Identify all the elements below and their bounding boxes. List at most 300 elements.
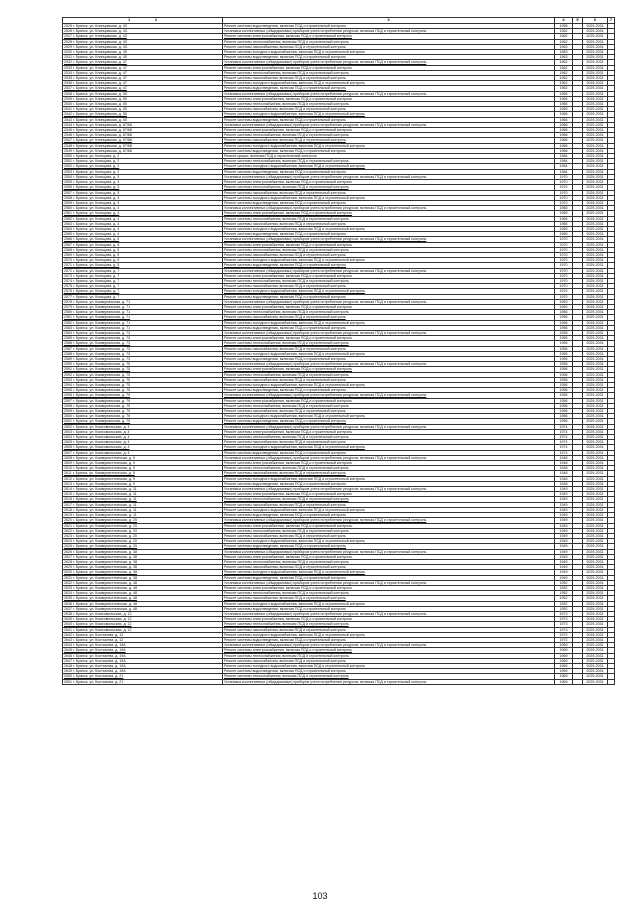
table-body [63,18,615,685]
row-address: г. Брянск, ул. Коммунистическая, д. 38 [73,570,137,575]
row-year: 1958 [555,24,573,29]
row-period: 2029-2031 [583,154,608,159]
row-address: г. Брянск, ул. Кольцова, д. 7 [73,289,120,294]
row-work-type: Ремонт системы газоснабжения, включая ПСД и строительный контроль [223,252,555,257]
row-number: 2646 [64,653,72,658]
row-work-type: Ремонт системы водоотведения, включая ПСД и строительный контроль [223,513,555,518]
row-number: 2555 [64,180,72,185]
row-work-type: Ремонт системы теплоснабжения, включая ПСД и строительный контроль [223,653,555,658]
row-year: 1965 [555,96,573,101]
row-period: 2029-2031 [583,591,608,596]
row-address: г. Брянск, ул. Коммунистическая, д. 9 [73,476,135,481]
row-year: 1962 [555,81,573,86]
row-number: 2639 [64,617,72,622]
row-work-type: Ремонт системы электроснабжения, включая ПСД и строительный контроль [223,211,555,216]
row-year: 1973 [555,622,573,627]
row-number: 2634 [64,591,72,596]
row-work-type: Ремонт системы холодного водоснабжения, включая ПСД и строительный контроль [223,164,555,169]
row-period: 2029-2031 [583,518,608,523]
row-period: 2029-2031 [583,159,608,164]
row-address: г. Брянск, ул. Коммунальная, д. 75 [73,383,131,388]
row-address: г. Брянск, ул. Костычева, д. 21 [73,674,124,679]
row-number: 2649 [64,669,72,674]
row-period: 2029-2031 [583,143,608,148]
row-year: 1969 [555,674,573,679]
row-period: 2029-2031 [583,216,608,221]
row-period: 2029-2031 [583,648,608,653]
row-year: 1955 [555,357,573,362]
row-number: 2557 [64,190,72,195]
row-work-type: Ремонт системы газоснабжения, включая ПСД и строительный контроль [223,596,555,601]
row-address: г. Брянск, ул. Клинцовская, д. 67/68 [73,122,132,127]
row-address: г. Брянск, ул. Комсомольская, д. 4 [73,445,130,450]
row-address: г. Брянск, ул. Кольцова, д. 5 [73,242,120,247]
row-year: 1962 [555,34,573,39]
row-work-type: Ремонт системы газоснабжения, включая ПСД и строительный контроль [223,377,555,382]
row-year: 1970 [555,190,573,195]
row-work-type: Ремонт системы газоснабжения, включая ПСД и строительный контроль [223,409,555,414]
row-number: 2546 [64,133,72,138]
row-address: г. Брянск, ул. Клинцовская, д. 67/68 [73,143,132,148]
row-period: 2029-2031 [583,398,608,403]
row-address: г. Брянск, ул. Костычева, д. 19А [73,658,126,663]
row-year: 1949 [555,497,573,502]
row-work-type: Установка коллективных (общедомовых) приборов учета потребления ресурсов, включая ПСД и строительный контроль [223,60,555,65]
row-number: 2531 [64,55,72,60]
row-period: 2029-2031 [583,643,608,648]
row-period: 2029-2031 [583,273,608,278]
row-address: г. Брянск, ул. Костычева, д. 19А [73,669,126,674]
row-number: 2592 [64,372,72,377]
row-period: 2029-2031 [583,174,608,179]
row-number: 2545 [64,128,72,133]
row-work-type: Ремонт системы холодного водоснабжения, включая ПСД и строительный контроль [223,351,555,356]
row-number: 2618 [64,507,72,512]
row-number: 2636 [64,601,72,606]
row-address: г. Брянск, ул. Коммунистическая, д. 38 [73,559,137,564]
row-year: 1962 [555,60,573,65]
row-address: г. Брянск, ул. Кольцова, д. 3 [73,190,120,195]
row-number: 2547 [64,138,72,143]
row-period: 2029-2031 [583,549,608,554]
row-year: 1970 [555,263,573,268]
row-number: 2571 [64,263,72,268]
row-address: г. Брянск, ул. Коммунальная, д. 71 [73,315,131,320]
row-period: 2029-2031 [583,70,608,75]
row-number: 2559 [64,200,72,205]
row-work-type: Установка коллективных (общедомовых) приборов учета потребления ресурсов, включая ПСД и строительный контроль [223,518,555,523]
row-period: 2029-2031 [583,96,608,101]
row-work-type: Ремонт системы водоотведения, включая ПСД и строительный контроль [223,357,555,362]
row-work-type: Ремонт системы водоотведения, включая ПСД и строительный контроль [223,606,555,611]
row-period: 2029-2031 [583,268,608,273]
row-number: 2581 [64,315,72,320]
row-address: г. Брянск, ул. Коммунистическая, д. 11 [73,507,137,512]
row-year: 1970 [555,237,573,242]
row-year: 1969 [555,669,573,674]
row-address: г. Брянск, ул. Кольцова, д. 7 [73,268,120,273]
row-number: 2578 [64,299,72,304]
row-period: 2029-2031 [583,39,608,44]
row-work-type: Ремонт системы теплоснабжения, включая ПСД и строительный контроль [223,39,555,44]
row-number: 2542 [64,112,72,117]
row-work-type: Ремонт системы электроснабжения, включая ПСД и строительный контроль [223,273,555,278]
row-number: 2554 [64,174,72,179]
row-period: 2029-2031 [583,388,608,393]
row-year: 1952 [555,606,573,611]
row-number: 2526 [64,29,72,34]
row-work-type: Установка коллективных (общедомовых) приборов учета потребления ресурсов, включая ПСД и строительный контроль [223,330,555,335]
row-year: 1973 [555,611,573,616]
row-work-type: Ремонт системы электроснабжения, включая ПСД и строительный контроль [223,554,555,559]
row-year: 1955 [555,341,573,346]
row-period: 2029-2031 [583,523,608,528]
row-period: 2029-2031 [583,539,608,544]
row-number: 2574 [64,278,72,283]
row-period: 2029-2031 [583,29,608,34]
row-year: 1965 [555,91,573,96]
row-year: 1962 [555,70,573,75]
row-work-type: Ремонт системы электроснабжения, включая ПСД и строительный контроль [223,461,555,466]
row-work-type: Установка коллективных (общедомовых) приборов учета потребления ресурсов, включая ПСД и строительный контроль [223,237,555,242]
row-year: 1956 [555,403,573,408]
row-work-type: Ремонт системы водоотведения, включая ПСД и строительный контроль [223,669,555,674]
row-address: г. Брянск, ул. Кольцова, д. 7 [73,294,120,299]
row-work-type: Ремонт системы теплоснабжения, включая ПСД и строительный контроль [223,310,555,315]
row-work-type: Ремонт системы водоотведения, включая ПСД и строительный контроль [223,481,555,486]
row-address: г. Брянск, ул. Коммунальная, д. 75 [73,372,131,377]
row-number: 2591 [64,367,72,372]
row-year: 1966 [555,148,573,153]
row-year: 1970 [555,289,573,294]
row-period: 2029-2031 [583,377,608,382]
row-year: 1969 [555,679,573,684]
row-number: 2626 [64,549,72,554]
row-year: 1952 [555,580,573,585]
row-number: 2617 [64,502,72,507]
row-address: г. Брянск, ул. Коммунальная, д. 73 [73,330,131,335]
row-work-type: Ремонт системы теплоснабжения, включая ПСД и строительный контроль [223,372,555,377]
row-address: г. Брянск, ул. Клинцовская, д. 55 [73,91,127,96]
row-period: 2029-2031 [583,263,608,268]
row-period: 2029-2031 [583,627,608,632]
row-year: 1949 [555,539,573,544]
row-address: г. Брянск, ул. Кольцова, д. 4 [73,206,120,211]
row-work-type: Ремонт системы теплоснабжения, включая ПСД и строительный контроль [223,159,555,164]
row-number: 2633 [64,585,72,590]
row-period: 2029-2031 [583,393,608,398]
row-number: 2607 [64,450,72,455]
row-work-type: Ремонт системы электроснабжения, включая ПСД и строительный контроль [223,429,555,434]
row-year: 1984 [555,159,573,164]
row-number: 2538 [64,91,72,96]
row-period: 2029-2031 [583,341,608,346]
row-work-type: Ремонт системы теплоснабжения, включая ПСД и строительный контроль [223,247,555,252]
row-work-type: Ремонт системы газоснабжения, включая ПСД и строительный контроль [223,76,555,81]
row-work-type: Ремонт системы холодного водоснабжения, включая ПСД и строительный контроль [223,226,555,231]
row-col-7 [608,679,615,684]
row-number: 2576 [64,289,72,294]
row-address: г. Брянск, ул. Комсомольская, д. 4 [73,424,130,429]
row-period: 2029-2031 [583,617,608,622]
row-year: 1963 [555,304,573,309]
row-period: 2029-2031 [583,55,608,60]
row-year: 1956 [555,310,573,315]
row-work-type: Ремонт системы электроснабжения, включая ПСД и строительный контроль [223,523,555,528]
row-period: 2029-2031 [583,226,608,231]
row-year: 1956 [555,414,573,419]
row-number: 2606 [64,445,72,450]
row-work-type: Ремонт системы холодного водоснабжения, включая ПСД и строительный контроль [223,143,555,148]
row-work-type: Ремонт системы холодного водоснабжения, включая ПСД и строительный контроль [223,112,555,117]
row-number: 2621 [64,523,72,528]
row-year: 1974 [555,435,573,440]
row-period: 2029-2031 [583,128,608,133]
row-year: 1949 [555,492,573,497]
row-address: г. Брянск, ул. Коммунистическая, д. 11 [73,487,137,492]
row-work-type: Ремонт системы водоотведения, включая ПСД и строительный контроль [223,263,555,268]
row-period: 2029-2031 [583,502,608,507]
row-year: 1949 [555,513,573,518]
row-year: 1972 [555,637,573,642]
row-address: г. Брянск, ул. Клинцовская, д. 67/68 [73,138,132,143]
row-number: 2645 [64,648,72,653]
row-period: 2029-2031 [583,346,608,351]
row-number: 2611 [64,471,72,476]
row-work-type: Ремонт системы холодного водоснабжения, включая ПСД и строительный контроль [223,414,555,419]
row-period: 2029-2031 [583,294,608,299]
row-period: 2029-2031 [583,304,608,309]
row-work-type: Ремонт системы электроснабжения, включая ПСД и строительный контроль [223,34,555,39]
row-address: г. Брянск, ул. Кольцова, д. 4 [73,211,120,216]
row-address: г. Брянск, ул. Коммунальная, д. 79 [73,393,131,398]
row-period: 2029-2031 [583,258,608,263]
row-address: г. Брянск, ул. Коммунистическая, д. 48 [73,591,137,596]
row-address: г. Брянск, ул. Кольцова, д. 5 [73,258,120,263]
row-number: 2568 [64,247,72,252]
row-number: 2540 [64,102,72,107]
row-year: 1956 [555,419,573,424]
row-work-type: Ремонт системы водоотведения, включая ПСД и строительный контроль [223,637,555,642]
row-address: г. Брянск, ул. Коммунальная, д. 71 [73,299,131,304]
row-work-type: Ремонт системы газоснабжения, включая ПСД и строительный контроль [223,627,555,632]
row-year: 1956 [555,393,573,398]
row-year: 1952 [555,585,573,590]
row-year: 1956 [555,388,573,393]
row-number: 2553 [64,169,72,174]
row-work-type: Ремонт системы водоотведения, включая ПСД и строительный контроль [223,232,555,237]
row-period: 2029-2031 [583,632,608,637]
row-period: 2029-2031 [583,575,608,580]
row-year: 1965 [555,107,573,112]
row-period: 2029-2031 [583,351,608,356]
row-address: г. Брянск, ул. Кольцова, д. 2 [73,154,120,159]
row-address: г. Брянск, ул. Клинцовская, д. 47 [73,65,127,70]
row-year: 1956 [555,398,573,403]
row-work-type: Ремонт системы теплоснабжения, включая ПСД и строительный контроль [223,528,555,533]
row-work-type: Установка коллективных (общедомовых) приборов учета потребления ресурсов, включая ПСД и строительный контроль [223,29,555,34]
row-period: 2029-2031 [583,237,608,242]
row-number: 2608 [64,455,72,460]
row-address: г. Брянск, ул. Кольцова, д. 4 [73,226,120,231]
row-period: 2029-2031 [583,565,608,570]
row-number: 2543 [64,117,72,122]
row-number: 2644 [64,643,72,648]
row-year: 1949 [555,523,573,528]
row-address: г. Брянск, ул. Коммунистическая, д. 20 [73,518,137,523]
row-year: 1955 [555,346,573,351]
row-work-type: Ремонт системы холодного водоснабжения, включая ПСД и строительный контроль [223,258,555,263]
row-number: 2572 [64,268,72,273]
row-number: 2527 [64,34,72,39]
row-number: 2622 [64,528,72,533]
row-number: 2566 [64,237,72,242]
row-number: 2562 [64,216,72,221]
row-period: 2029-2031 [583,252,608,257]
row-address: г. Брянск, ул. Коммунистическая, д. 38 [73,554,137,559]
row-year: 1949 [555,554,573,559]
row-number: 2567 [64,242,72,247]
row-work-type: Ремонт системы электроснабжения, включая ПСД и строительный контроль [223,648,555,653]
row-work-type: Ремонт системы газоснабжения, включая ПСД и строительный контроль [223,346,555,351]
row-work-type: Ремонт системы электроснабжения, включая ПСД и строительный контроль [223,585,555,590]
row-work-type: Установка коллективных (общедомовых) приборов учета потребления ресурсов, включая ПСД и строительный контроль [223,268,555,273]
row-work-type: Ремонт системы газоснабжения, включая ПСД и строительный контроль [223,44,555,49]
row-work-type: Ремонт системы электроснабжения, включая ПСД и строительный контроль [223,336,555,341]
row-number: 2549 [64,148,72,153]
row-address: г. Брянск, ул. Коммунальная, д. 79 [73,414,131,419]
row-address: г. Брянск, ул. Коммунистическая, д. 9 [72,471,135,476]
row-work-type: Ремонт системы газоснабжения, включая ПСД и строительный контроль [223,315,555,320]
row-period: 2029-2031 [583,435,608,440]
row-period: 2029-2031 [583,325,608,330]
row-year: 1984 [555,164,573,169]
row-period: 2029-2031 [583,102,608,107]
row-number: 2551 [64,159,72,164]
row-period: 2029-2031 [583,221,608,226]
row-period: 2029-2031 [583,278,608,283]
row-period: 2029-2031 [583,580,608,585]
row-number: 2582 [64,320,72,325]
row-number: 2635 [64,596,72,601]
row-period: 2029-2031 [583,513,608,518]
header-col-1: 1 [128,17,131,23]
row-address: г. Брянск, ул. Клинцовская, д. 67/68 [73,148,132,153]
row-year: 1965 [555,117,573,122]
row-period: 2029-2031 [583,91,608,96]
table-row [63,679,615,684]
row-work-type: Ремонт системы водоотведения, включая ПСД и строительный контроль [223,117,555,122]
row-period: 2029-2031 [583,679,608,684]
row-work-type: Установка коллективных (общедомовых) приборов учета потребления ресурсов, включая ПСД и строительный контроль [223,455,555,460]
row-period: 2029-2031 [583,466,608,471]
row-period: 2029-2031 [583,497,608,502]
row-year: 1948 [555,476,573,481]
row-work-type: Установка коллективных (общедомовых) приборов учета потребления ресурсов, включая ПСД и строительный контроль [223,643,555,648]
row-period: 2029-2031 [583,622,608,627]
row-number: 2533 [64,65,72,70]
row-year: 1966 [555,133,573,138]
row-work-type: Ремонт системы водоотведения, включая ПСД и строительный контроль [223,450,555,455]
row-number: 2620 [64,518,72,523]
row-number: 2575 [64,284,72,289]
header-col-4: 4 [555,18,573,24]
row-address: г. Брянск, ул. Коммунистическая, д. 48 [73,585,137,590]
row-address: г. Брянск, ул. Клинцовская, д. 67/68 [73,128,132,133]
row-address: г. Брянск, ул. Коммунальная, д. 75 [73,388,131,393]
header-col-3: 3 [223,18,555,24]
row-year: 1963 [555,44,573,49]
row-work-type: Установка коллективных (общедомовых) приборов учета потребления ресурсов, включая ПСД и строительный контроль [223,549,555,554]
row-period: 2029-2031 [583,164,608,169]
row-work-type: Ремонт системы водоотведения, включая ПСД и строительный контроль [223,55,555,60]
row-number: 2588 [64,351,72,356]
row-address: г. Брянск, ул. Кольцова, д. 3 [73,185,120,190]
row-period: 2029-2031 [583,653,608,658]
row-period: 2029-2031 [583,232,608,237]
row-work-type: Установка коллективных (общедомовых) приборов учета потребления ресурсов, включая ПСД и строительный контроль [223,362,555,367]
row-address: г. Брянск, ул. Комсомольская, д. 4 [73,440,130,445]
row-number: 2530 [64,50,72,55]
row-year: 1963 [555,55,573,60]
row-period: 2029-2031 [583,445,608,450]
row-address: г. Брянск, ул. Костычева, д. 21 [73,679,124,684]
row-work-type: Ремонт системы теплоснабжения, включая ПСД и строительный контроль [223,341,555,346]
row-work-type: Ремонт системы теплоснабжения, включая ПСД и строительный контроль [223,216,555,221]
row-number: 2651 [64,679,72,684]
row-year: 1970 [555,180,573,185]
row-address: г. Брянск, ул. Коммунистическая, д. 38 [73,565,137,570]
row-address: г. Брянск, ул. Коммунистическая, д. 48 [73,596,137,601]
row-year: 1949 [555,487,573,492]
row-year: 1949 [555,559,573,564]
row-address: г. Брянск, ул. Комсомольская, д. 12 [73,622,132,627]
row-year: 1973 [555,627,573,632]
row-number: 2573 [64,273,72,278]
row-work-type: Установка коллективных (общедомовых) приборов учета потребления ресурсов, включая ПСД и строительный контроль [223,174,555,179]
row-number: 2525 [64,24,72,28]
row-year: 1974 [555,424,573,429]
row-period: 2029-2031 [583,461,608,466]
row-period: 2029-2031 [583,669,608,674]
row-number: 2632 [64,580,72,585]
row-number: 2583 [64,325,72,330]
row-work-type: Установка коллективных (общедомовых) приборов учета потребления ресурсов, включая ПСД и строительный контроль [223,299,555,304]
row-period: 2029-2031 [583,50,608,55]
row-year: 1970 [555,278,573,283]
row-year: 1984 [555,169,573,174]
row-work-type: Ремонт системы водоотведения, включая ПСД и строительный контроль [223,148,555,153]
row-period: 2029-2031 [583,414,608,419]
row-year: 1970 [555,273,573,278]
row-address: г. Брянск, ул. Кольцова, д. 7 [73,273,120,278]
row-period: 2029-2031 [583,65,608,70]
row-period: 2029-2031 [583,289,608,294]
row-address: г. Брянск, ул. Коммунальная, д. 71 [73,325,131,330]
row-period: 2029-2031 [583,330,608,335]
row-address: г. Брянск, ул. Костычева, д. 19А [73,648,126,653]
row-number: 2614 [64,487,72,492]
row-work-type: Ремонт системы холодного водоснабжения, включая ПСД и строительный контроль [223,632,555,637]
row-address: г. Брянск, ул. Клинцовская, д. 45 [73,50,127,55]
row-work-type: Ремонт системы водоотведения, включая ПСД и строительный контроль [223,325,555,330]
row-year: 1969 [555,653,573,658]
row-work-type: Ремонт системы газоснабжения, включая ПСД и строительный контроль [223,221,555,226]
row-address: г. Брянск, ул. Коммунистическая, д. 11 [73,497,137,502]
row-address: г. Брянск, ул. Клинцовская, д. 43 [73,34,127,39]
row-year: 1965 [555,216,573,221]
row-work-type: Ремонт системы водоотведения, включая ПСД и строительный контроль [223,169,555,174]
